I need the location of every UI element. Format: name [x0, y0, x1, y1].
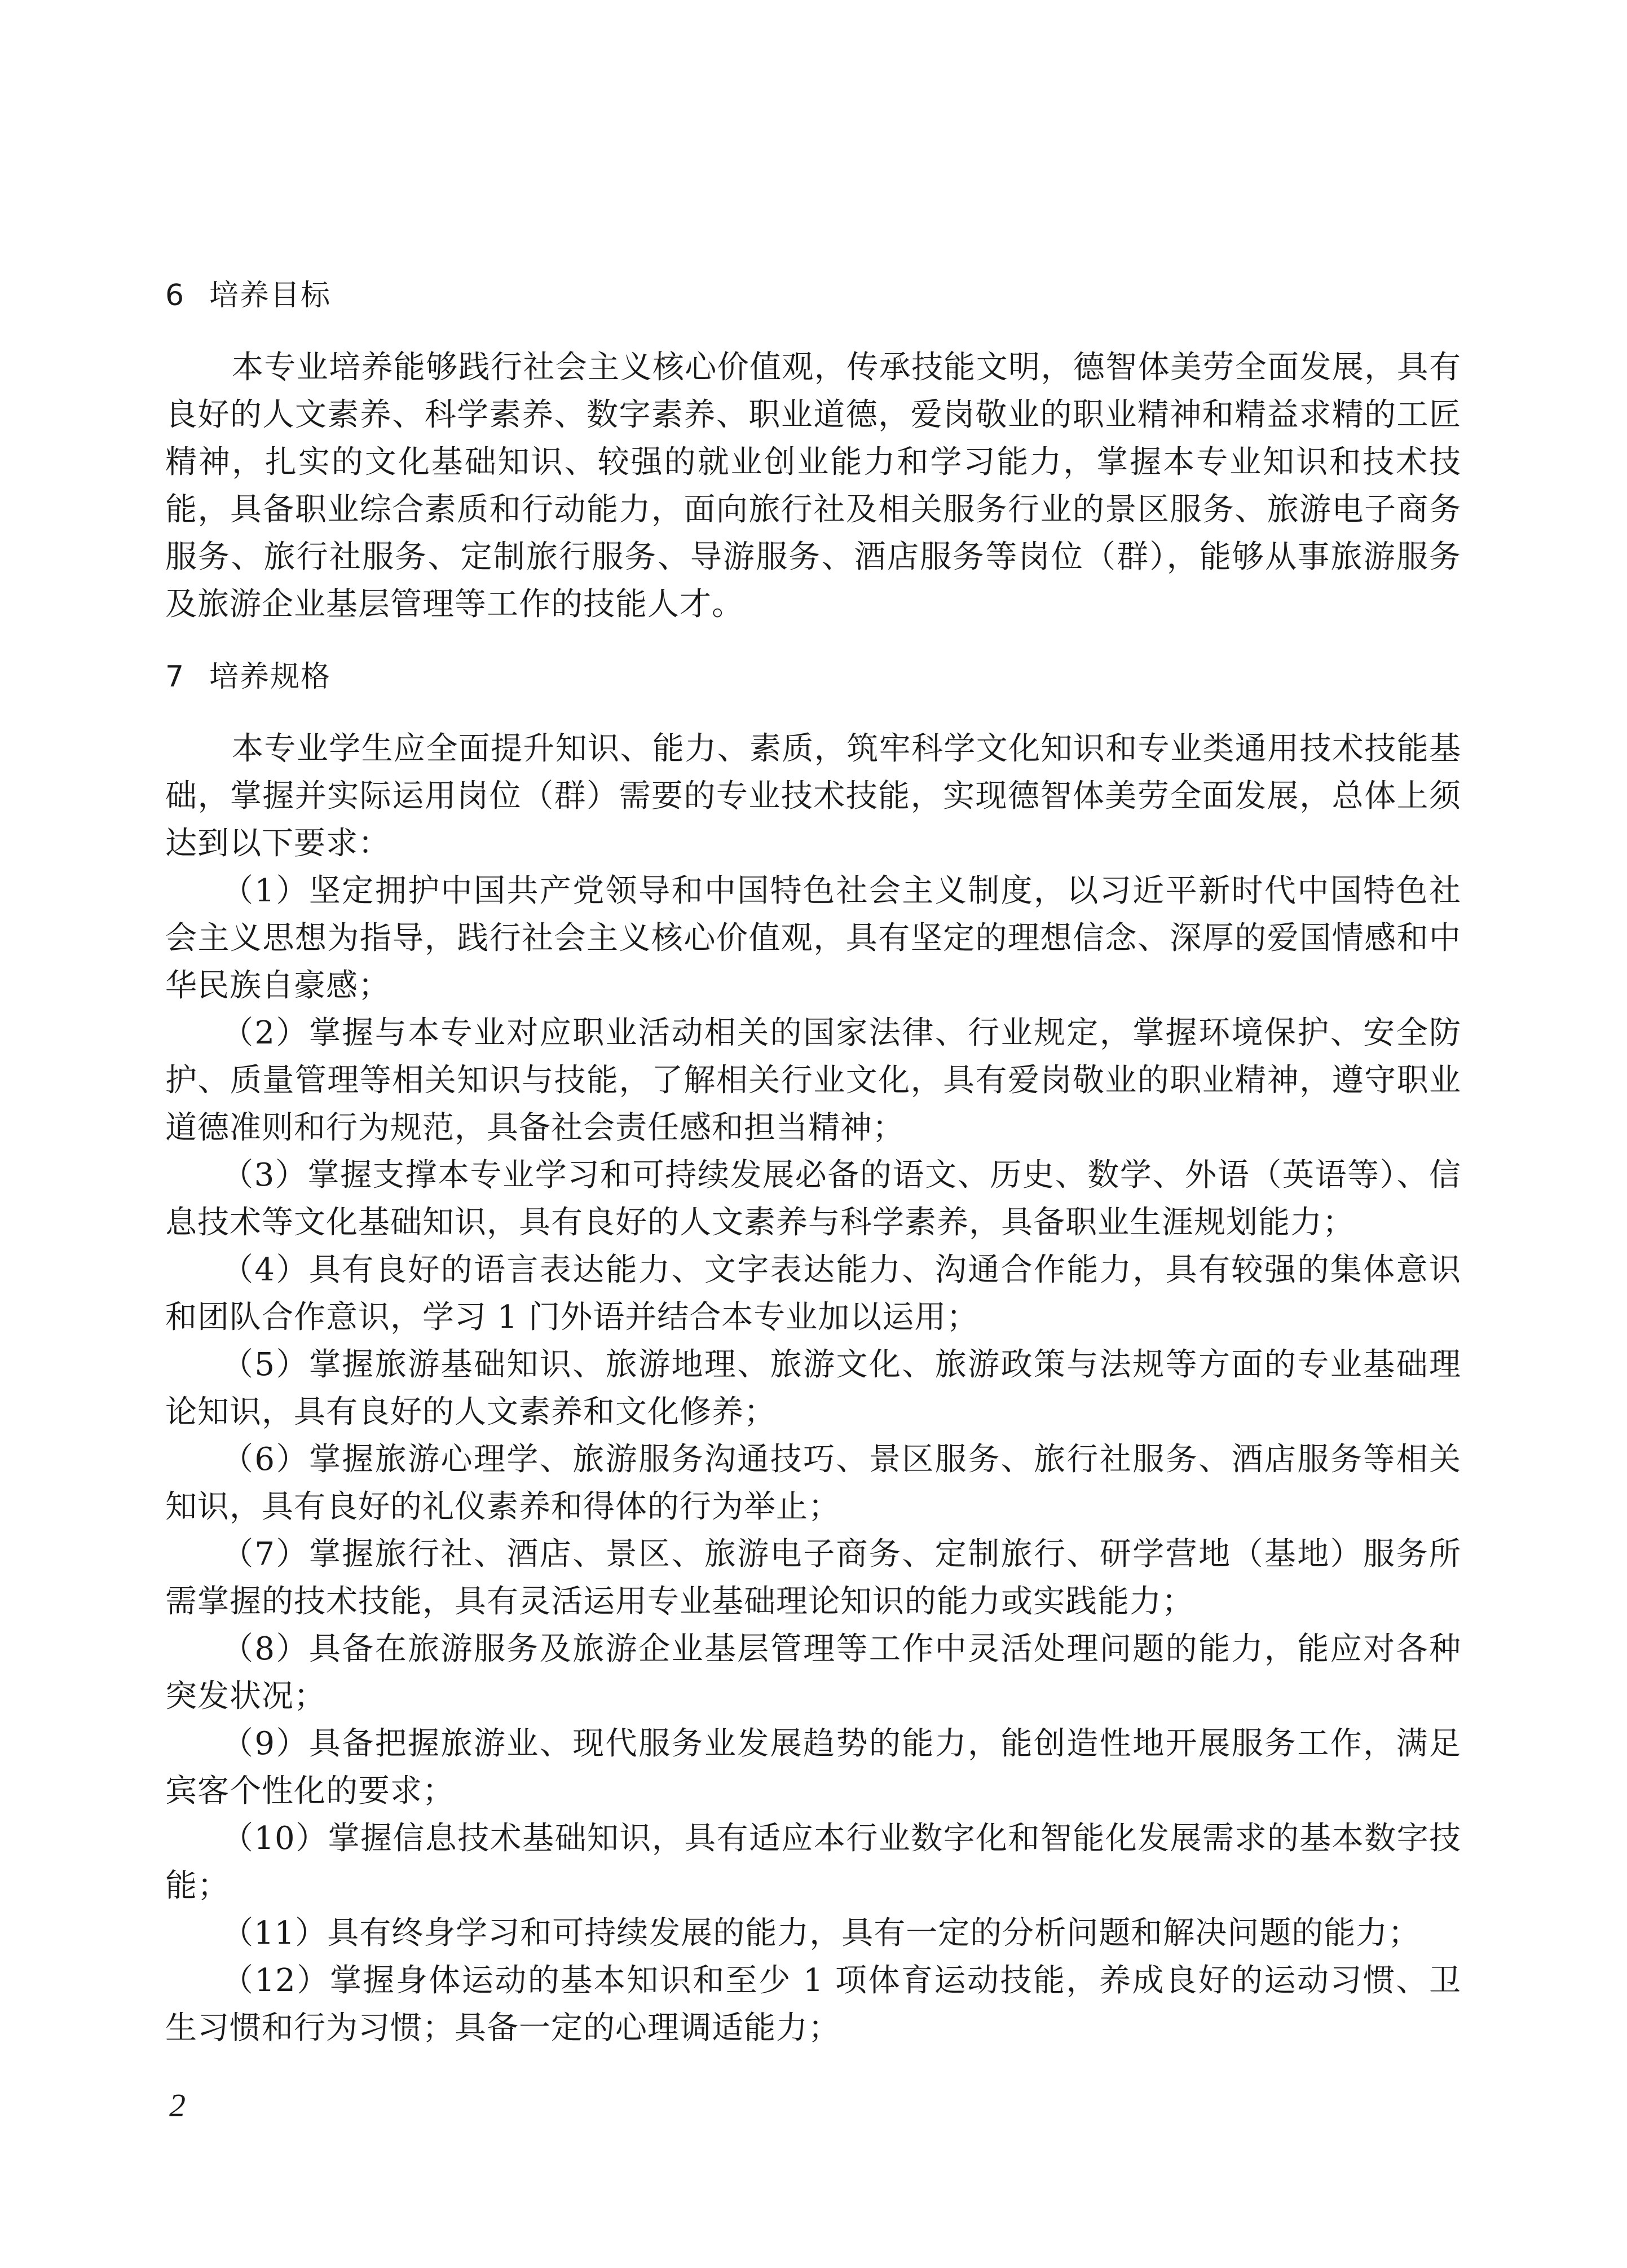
page-number: 2 [169, 2087, 186, 2124]
requirement-item-11: （11）具有终身学习和可持续发展的能力，具有一定的分析问题和解决问题的能力； [222, 1915, 1421, 1952]
section-6-number: 6 [165, 279, 186, 312]
requirement-item-6: （6）掌握旅游心理学、旅游服务沟通技巧、景区服务、旅行社服务、酒店服务等相关知识，具有良好的礼仪素养和得体的行为举止； [165, 1441, 1461, 1525]
requirement-item-9: （9）具备把握旅游业、现代服务业发展趋势的能力，能创造性地开展服务工作，满足宾客个性化的要求； [165, 1725, 1461, 1809]
requirement-item-12: （12）掌握身体运动的基本知识和至少 1 项体育运动技能，养成良好的运动习惯、卫生习惯和行为习惯；具备一定的心理调适能力； [165, 1962, 1461, 2046]
section-7-paragraph: 本专业学生应全面提升知识、能力、素质，筑牢科学文化知识和专业类通用技术技能基础，掌握并实际运用岗位（群）需要的专业技术技能，实现德智体美劳全面发展，总体上须达到以下要求： [165, 730, 1461, 862]
section-6-title: 培养目标 [209, 279, 332, 312]
requirement-item-4: （4）具有良好的语言表达能力、文字表达能力、沟通合作能力，具有较强的集体意识和团队合作意识，学习 1 门外语并结合本专业加以运用； [165, 1252, 1461, 1336]
requirement-item-1: （1）坚定拥护中国共产党领导和中国特色社会主义制度，以习近平新时代中国特色社会主义思想为指导，践行社会主义核心价值观，具有坚定的理想信念、深厚的爱国情感和中华民族自豪感； [165, 873, 1461, 1004]
requirement-item-7: （7）掌握旅行社、酒店、景区、旅游电子商务、定制旅行、研学营地（基地）服务所需掌握的技术技能，具有灵活运用专业基础理论知识的能力或实践能力； [165, 1536, 1461, 1620]
section-7-title: 培养规格 [209, 660, 332, 694]
section-6-heading [165, 272, 1461, 319]
requirement-item-5: （5）掌握旅游基础知识、旅游地理、旅游文化、旅游政策与法规等方面的专业基础理论知识，具有良好的人文素养和文化修养； [165, 1346, 1461, 1430]
section-7-heading [165, 653, 1461, 701]
requirement-item-3: （3）掌握支撑本专业学习和可持续发展必备的语文、历史、数学、外语（英语等）、信息技术等文化基础知识，具有良好的人文素养与科学素养，具备职业生涯规划能力； [165, 1157, 1461, 1241]
page-content [165, 272, 1461, 2052]
requirement-item-10: （10）掌握信息技术基础知识，具有适应本行业数字化和智能化发展需求的基本数字技能； [165, 1820, 1461, 1904]
requirement-item-8: （8）具备在旅游服务及旅游企业基层管理等工作中灵活处理问题的能力，能应对各种突发状况； [165, 1631, 1461, 1715]
requirement-item-2: （2）掌握与本专业对应职业活动相关的国家法律、行业规定，掌握环境保护、安全防护、质量管理等相关知识与技能，了解相关行业文化，具有爱岗敬业的职业精神，遵守职业道德准则和行为规范，具备社会责任感和担当精神； [165, 1015, 1461, 1146]
section-6-paragraph: 本专业培养能够践行社会主义核心价值观，传承技能文明，德智体美劳全面发展，具有良好的人文素养、科学素养、数字素养、职业道德，爱岗敬业的职业精神和精益求精的工匠精神，扎实的文化基础知识、较强的就业创业能力和学习能力，掌握本专业知识和技术技能，具备职业综合素质和行动能力，面向旅行社及相关服务行业的景区服务、旅游电子商务服务、旅行社服务、定制旅行服务、导游服务、酒店服务等岗位（群），能够从事旅游服务及旅游企业基层管理等工作的技能人才。 [165, 349, 1461, 623]
section-7-number: 7 [165, 660, 186, 694]
